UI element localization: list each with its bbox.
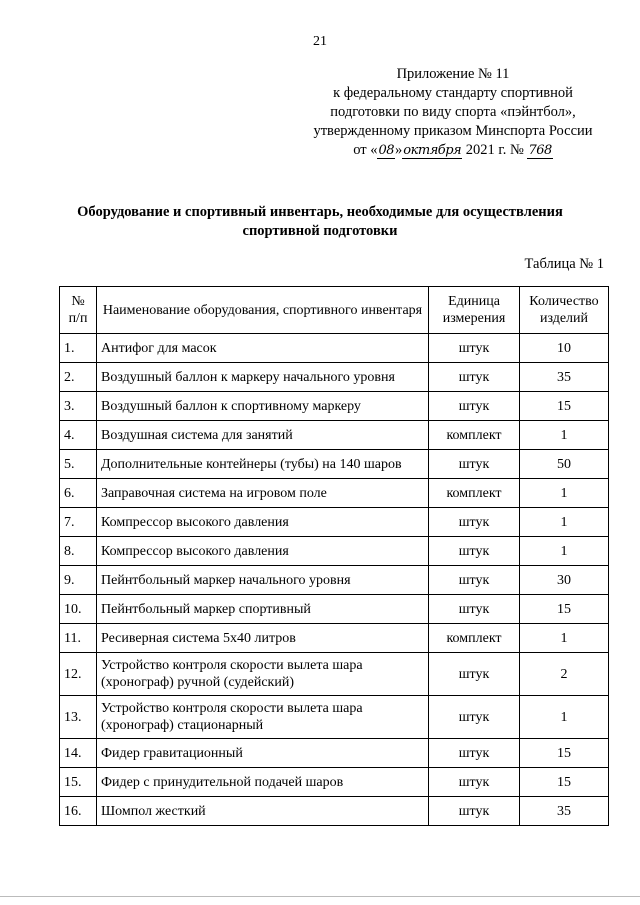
order-number-handwritten: 768 [528, 143, 552, 158]
row-name: Фидер гравитационный [97, 739, 429, 768]
row-name: Шомпол жесткий [97, 797, 429, 826]
scan-edge [0, 896, 640, 897]
date-day-handwritten: 08 [378, 143, 395, 158]
row-unit: штук [429, 508, 520, 537]
row-number: 9. [60, 566, 97, 595]
row-number: 4. [60, 421, 97, 450]
date-year: 2021 г. № [465, 142, 524, 158]
table-label: Таблица № 1 [524, 256, 604, 272]
table-row [60, 421, 609, 450]
row-quantity: 1 [520, 696, 609, 739]
row-unit: штук [429, 696, 520, 739]
row-name: Ресиверная система 5х40 литров [97, 624, 429, 653]
row-quantity: 30 [520, 566, 609, 595]
row-number: 2. [60, 363, 97, 392]
table-row [60, 595, 609, 624]
table-row [60, 739, 609, 768]
header-name: Наименование оборудования, спортивного инвентаря [97, 287, 429, 334]
row-name: Устройство контроля скорости вылета шара (хронограф) ручной (судейский) [97, 653, 429, 696]
row-name: Антифог для масок [97, 334, 429, 363]
header-quantity: Количество изделий [520, 287, 609, 334]
row-name: Воздушный баллон к маркеру начального уровня [97, 363, 429, 392]
row-quantity: 1 [520, 537, 609, 566]
row-name: Воздушный баллон к спортивному маркеру [97, 392, 429, 421]
document-title: Оборудование и спортивный инвентарь, необходимые для осуществления спортивной подготовки [77, 204, 563, 239]
date-month-handwritten: октября [403, 143, 462, 158]
row-quantity: 1 [520, 421, 609, 450]
row-number: 5. [60, 450, 97, 479]
row-unit: комплект [429, 624, 520, 653]
row-unit: штук [429, 797, 520, 826]
row-number: 7. [60, 508, 97, 537]
row-quantity: 10 [520, 334, 609, 363]
row-unit: комплект [429, 479, 520, 508]
row-number: 8. [60, 537, 97, 566]
table-row [60, 508, 609, 537]
row-quantity: 1 [520, 479, 609, 508]
date-prefix: от « [353, 142, 378, 158]
row-quantity: 50 [520, 450, 609, 479]
row-number: 6. [60, 479, 97, 508]
row-number: 3. [60, 392, 97, 421]
row-unit: штук [429, 537, 520, 566]
header-unit: Единица измерения [429, 287, 520, 334]
table-row [60, 450, 609, 479]
appendix-line-1: Приложение № 11 [396, 66, 510, 82]
row-number: 16. [60, 797, 97, 826]
row-name: Компрессор высокого давления [97, 508, 429, 537]
row-number: 11. [60, 624, 97, 653]
row-number: 13. [60, 696, 97, 739]
row-unit: штук [429, 768, 520, 797]
appendix-header [303, 65, 603, 160]
table-row [60, 363, 609, 392]
row-name: Воздушная система для занятий [97, 421, 429, 450]
appendix-line-4: утвержденному приказом Минспорта России [313, 123, 593, 139]
row-unit: штук [429, 739, 520, 768]
row-unit: штук [429, 566, 520, 595]
appendix-line-3: подготовки по виду спорта «пэйнтбол», [330, 104, 576, 120]
row-quantity: 15 [520, 768, 609, 797]
table-row [60, 768, 609, 797]
table-row [60, 696, 609, 739]
row-name: Заправочная система на игровом поле [97, 479, 429, 508]
header-number: № п/п [60, 287, 97, 334]
table-row [60, 653, 609, 696]
row-unit: штук [429, 653, 520, 696]
row-unit: штук [429, 450, 520, 479]
table-row [60, 537, 609, 566]
row-name: Дополнительные контейнеры (тубы) на 140 шаров [97, 450, 429, 479]
row-unit: штук [429, 392, 520, 421]
row-name: Пейнтбольный маркер спортивный [97, 595, 429, 624]
table-row [60, 566, 609, 595]
row-number: 14. [60, 739, 97, 768]
row-quantity: 35 [520, 797, 609, 826]
table-row [60, 797, 609, 826]
page-number: 21 [313, 34, 327, 49]
equipment-table [59, 286, 609, 826]
row-quantity: 1 [520, 508, 609, 537]
table-header-row [60, 287, 609, 334]
row-quantity: 15 [520, 739, 609, 768]
row-quantity: 1 [520, 624, 609, 653]
row-unit: штук [429, 334, 520, 363]
table-row [60, 479, 609, 508]
row-name: Устройство контроля скорости вылета шара (хронограф) стационарный [97, 696, 429, 739]
row-number: 12. [60, 653, 97, 696]
row-unit: комплект [429, 421, 520, 450]
row-name: Компрессор высокого давления [97, 537, 429, 566]
row-name: Пейнтбольный маркер начального уровня [97, 566, 429, 595]
row-quantity: 35 [520, 363, 609, 392]
row-unit: штук [429, 595, 520, 624]
row-unit: штук [429, 363, 520, 392]
row-quantity: 2 [520, 653, 609, 696]
table-body [60, 334, 609, 826]
row-quantity: 15 [520, 392, 609, 421]
row-number: 1. [60, 334, 97, 363]
table-row [60, 334, 609, 363]
appendix-date-line [303, 141, 603, 160]
date-mid: » [395, 142, 403, 158]
row-number: 15. [60, 768, 97, 797]
row-name: Фидер с принудительной подачей шаров [97, 768, 429, 797]
table-row [60, 624, 609, 653]
table-row [60, 392, 609, 421]
row-quantity: 15 [520, 595, 609, 624]
row-number: 10. [60, 595, 97, 624]
appendix-line-2: к федеральному стандарту спортивной [333, 85, 573, 101]
